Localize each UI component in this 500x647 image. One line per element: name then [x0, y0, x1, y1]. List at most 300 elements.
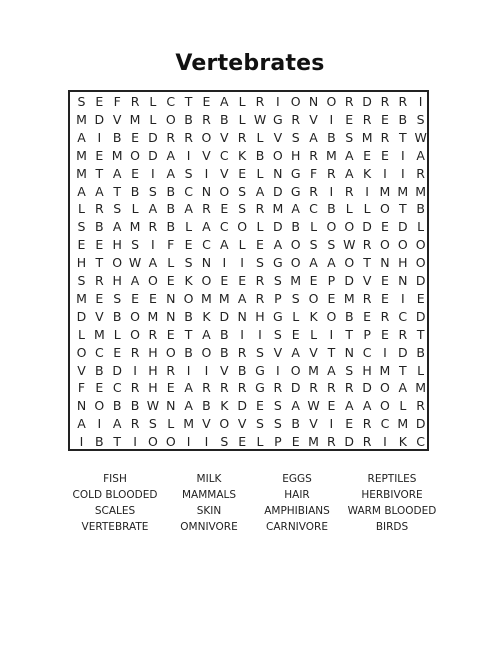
grid-letter[interactable]: A [184, 201, 193, 217]
grid-letter[interactable]: A [166, 165, 176, 181]
grid-letter[interactable]: S [327, 237, 336, 253]
grid-letter[interactable]: A [184, 398, 193, 414]
grid-letter[interactable]: A [255, 183, 265, 199]
grid-letter[interactable]: A [112, 165, 122, 181]
grid-letter[interactable]: D [112, 362, 122, 378]
grid-letter[interactable]: R [130, 94, 140, 109]
grid-letter[interactable]: B [398, 111, 408, 127]
grid-letter[interactable]: B [95, 219, 104, 235]
grid-letter[interactable]: D [94, 111, 105, 127]
grid-letter[interactable]: E [113, 344, 122, 360]
grid-letter[interactable]: M [272, 201, 284, 217]
grid-letter[interactable]: M [415, 380, 427, 396]
grid-letter[interactable]: D [362, 380, 372, 396]
grid-letter[interactable]: D [273, 183, 283, 199]
grid-letter[interactable]: I [258, 326, 262, 342]
grid-letter[interactable]: R [130, 416, 140, 432]
grid-letter[interactable]: M [397, 416, 409, 432]
grid-letter[interactable]: O [415, 237, 426, 253]
grid-letter[interactable]: B [416, 344, 425, 360]
grid-letter[interactable]: A [148, 255, 158, 271]
grid-letter[interactable]: L [149, 94, 157, 109]
grid-letter[interactable]: E [380, 219, 389, 235]
grid-letter[interactable]: A [184, 380, 193, 396]
grid-letter[interactable]: S [273, 398, 282, 414]
grid-letter[interactable]: O [201, 344, 212, 360]
grid-letter[interactable]: S [77, 94, 86, 109]
grid-letter[interactable]: E [345, 416, 354, 432]
grid-letter[interactable]: C [219, 147, 229, 163]
grid-letter[interactable]: M [218, 290, 230, 306]
grid-letter[interactable]: I [276, 362, 280, 378]
grid-letter[interactable]: A [327, 362, 336, 378]
grid-letter[interactable]: O [380, 237, 390, 253]
grid-letter[interactable]: I [329, 326, 334, 342]
grid-letter[interactable]: D [290, 380, 301, 396]
grid-letter[interactable]: L [238, 94, 246, 109]
grid-letter[interactable]: C [380, 416, 390, 432]
grid-letter[interactable]: A [344, 165, 354, 181]
grid-letter[interactable]: I [240, 326, 244, 342]
grid-letter[interactable]: E [95, 237, 104, 253]
grid-letter[interactable]: N [166, 398, 176, 414]
grid-letter[interactable]: L [256, 219, 264, 235]
grid-letter[interactable]: D [415, 273, 426, 288]
grid-letter[interactable]: O [201, 129, 212, 145]
grid-letter[interactable]: L [113, 326, 121, 342]
grid-letter[interactable]: V [202, 147, 211, 163]
grid-letter[interactable]: M [147, 308, 159, 324]
grid-letter[interactable]: O [344, 219, 355, 235]
grid-letter[interactable]: S [77, 273, 86, 288]
grid-letter[interactable]: O [130, 308, 140, 324]
grid-letter[interactable]: S [148, 416, 157, 432]
grid-letter[interactable]: I [418, 94, 423, 109]
grid-letter[interactable]: S [345, 129, 354, 145]
grid-letter[interactable]: S [220, 434, 229, 450]
grid-letter[interactable]: M [76, 111, 87, 127]
grid-letter[interactable]: C [94, 344, 104, 360]
grid-letter[interactable]: R [202, 111, 211, 127]
grid-letter[interactable]: M [183, 416, 194, 432]
grid-letter[interactable]: E [380, 290, 389, 306]
grid-letter[interactable]: A [398, 380, 408, 396]
grid-letter[interactable]: M [343, 290, 355, 306]
grid-letter[interactable]: A [327, 255, 336, 271]
grid-letter[interactable]: N [273, 165, 283, 181]
grid-letter[interactable]: A [291, 201, 300, 217]
grid-letter[interactable]: B [166, 183, 176, 199]
grid-letter[interactable]: I [383, 344, 387, 360]
grid-letter[interactable]: M [76, 290, 87, 306]
grid-letter[interactable]: W [343, 237, 356, 253]
grid-letter[interactable]: E [184, 237, 193, 253]
grid-letter[interactable]: C [398, 308, 408, 324]
grid-letter[interactable]: E [238, 273, 247, 288]
grid-letter[interactable]: D [415, 416, 426, 432]
grid-letter[interactable]: C [202, 237, 211, 253]
grid-letter[interactable]: E [380, 273, 389, 288]
grid-letter[interactable]: I [222, 255, 227, 271]
grid-letter[interactable]: I [151, 165, 155, 181]
grid-letter[interactable]: B [166, 219, 176, 235]
grid-letter[interactable]: O [130, 326, 140, 342]
grid-letter[interactable]: R [416, 398, 425, 414]
grid-letter[interactable]: I [133, 362, 137, 378]
grid-letter[interactable]: I [383, 434, 387, 450]
grid-letter[interactable]: E [95, 290, 104, 306]
grid-letter[interactable]: P [274, 290, 282, 306]
grid-letter[interactable]: R [237, 380, 247, 396]
grid-letter[interactable]: T [416, 326, 425, 342]
grid-letter[interactable]: R [148, 326, 158, 342]
grid-letter[interactable]: B [130, 398, 140, 414]
grid-letter[interactable]: W [253, 111, 267, 127]
grid-letter[interactable]: E [327, 290, 336, 306]
grid-letter[interactable]: H [148, 362, 158, 378]
grid-letter[interactable]: A [309, 129, 318, 145]
grid-letter[interactable]: R [362, 290, 372, 306]
grid-letter[interactable]: A [148, 201, 158, 217]
grid-letter[interactable]: A [202, 219, 211, 235]
grid-letter[interactable]: M [379, 183, 391, 199]
grid-letter[interactable]: I [400, 147, 405, 163]
grid-letter[interactable]: L [149, 111, 157, 127]
grid-letter[interactable]: R [309, 147, 318, 163]
grid-letter[interactable]: E [220, 273, 229, 288]
grid-letter[interactable]: I [400, 165, 405, 181]
grid-letter[interactable]: C [166, 94, 176, 109]
grid-letter[interactable]: R [95, 201, 104, 217]
grid-letter[interactable]: E [238, 165, 247, 181]
grid-letter[interactable]: V [112, 111, 122, 127]
grid-letter[interactable]: M [129, 219, 141, 235]
grid-letter[interactable]: A [77, 416, 86, 432]
grid-letter[interactable]: R [344, 94, 354, 109]
grid-letter[interactable]: S [113, 290, 122, 306]
grid-letter[interactable]: L [238, 111, 246, 127]
grid-letter[interactable]: R [237, 344, 247, 360]
grid-letter[interactable]: G [273, 308, 283, 324]
grid-letter[interactable]: T [113, 183, 121, 199]
grid-letter[interactable]: I [186, 147, 191, 163]
grid-letter[interactable]: B [166, 201, 176, 217]
grid-letter[interactable]: I [204, 362, 209, 378]
grid-letter[interactable]: O [112, 255, 123, 271]
grid-letter[interactable]: L [310, 219, 318, 235]
grid-letter[interactable]: E [166, 326, 175, 342]
grid-letter[interactable]: G [255, 362, 265, 378]
grid-letter[interactable]: L [256, 165, 264, 181]
grid-letter[interactable]: O [237, 219, 248, 235]
grid-letter[interactable]: L [167, 416, 175, 432]
grid-letter[interactable]: A [273, 237, 283, 253]
grid-letter[interactable]: A [202, 326, 211, 342]
grid-letter[interactable]: S [291, 290, 300, 306]
grid-letter[interactable]: R [255, 94, 265, 109]
grid-letter[interactable]: N [344, 344, 354, 360]
grid-letter[interactable]: M [361, 129, 373, 145]
grid-letter[interactable]: E [166, 380, 175, 396]
grid-letter[interactable]: O [201, 273, 212, 288]
grid-letter[interactable]: O [326, 308, 337, 324]
grid-letter[interactable]: E [256, 398, 264, 414]
grid-letter[interactable]: R [291, 111, 301, 127]
grid-letter[interactable]: O [308, 290, 319, 306]
grid-letter[interactable]: R [327, 165, 336, 181]
grid-letter[interactable]: P [274, 434, 282, 450]
grid-letter[interactable]: E [380, 326, 389, 342]
grid-letter[interactable]: O [165, 434, 176, 450]
grid-letter[interactable]: S [309, 237, 318, 253]
grid-letter[interactable]: A [112, 416, 122, 432]
grid-letter[interactable]: V [362, 273, 372, 288]
grid-letter[interactable]: G [290, 183, 301, 199]
grid-letter[interactable]: I [240, 255, 244, 271]
grid-letter[interactable]: L [78, 326, 85, 342]
grid-letter[interactable]: A [95, 183, 104, 199]
grid-letter[interactable]: V [220, 129, 229, 145]
grid-letter[interactable]: F [167, 237, 175, 253]
grid-letter[interactable]: T [95, 165, 104, 181]
grid-letter[interactable]: N [76, 398, 87, 414]
grid-letter[interactable]: S [184, 255, 193, 271]
grid-letter[interactable]: I [400, 290, 405, 306]
grid-letter[interactable]: H [112, 237, 122, 253]
grid-letter[interactable]: G [255, 380, 265, 396]
grid-letter[interactable]: V [309, 344, 318, 360]
grid-letter[interactable]: R [398, 94, 408, 109]
grid-letter[interactable]: E [309, 273, 318, 288]
grid-letter[interactable]: L [78, 201, 85, 217]
grid-letter[interactable]: O [380, 201, 390, 217]
grid-letter[interactable]: B [237, 362, 247, 378]
grid-letter[interactable]: O [165, 344, 176, 360]
grid-letter[interactable]: R [95, 273, 104, 288]
grid-letter[interactable]: I [151, 237, 155, 253]
grid-letter[interactable]: E [166, 273, 175, 288]
grid-letter[interactable]: O [272, 147, 283, 163]
grid-letter[interactable]: V [220, 362, 229, 378]
grid-letter[interactable]: D [344, 434, 355, 450]
grid-letter[interactable]: R [344, 183, 354, 199]
grid-letter[interactable]: B [112, 308, 122, 324]
grid-letter[interactable]: E [291, 434, 300, 450]
grid-letter[interactable]: O [130, 147, 140, 163]
grid-letter[interactable]: H [112, 273, 122, 288]
grid-letter[interactable]: T [327, 344, 336, 360]
grid-letter[interactable]: R [255, 273, 265, 288]
grid-letter[interactable]: M [397, 183, 409, 199]
grid-letter[interactable]: O [397, 237, 408, 253]
grid-letter[interactable]: B [220, 344, 229, 360]
grid-letter[interactable]: R [309, 183, 318, 199]
grid-letter[interactable]: B [327, 201, 336, 217]
grid-letter[interactable]: T [398, 362, 407, 378]
letter-grid[interactable] [68, 90, 429, 451]
grid-letter[interactable]: E [238, 434, 247, 450]
grid-letter[interactable]: D [397, 219, 408, 235]
grid-letter[interactable]: O [290, 362, 301, 378]
grid-letter[interactable]: S [273, 416, 282, 432]
grid-letter[interactable]: R [362, 434, 372, 450]
grid-letter[interactable]: A [77, 129, 86, 145]
grid-letter[interactable]: H [148, 344, 158, 360]
grid-letter[interactable]: T [345, 326, 354, 342]
grid-letter[interactable]: V [237, 416, 247, 432]
grid-letter[interactable]: C [184, 183, 193, 199]
grid-letter[interactable]: M [201, 290, 212, 306]
grid-letter[interactable]: R [255, 201, 265, 217]
grid-letter[interactable]: B [327, 129, 336, 145]
grid-letter[interactable]: V [95, 308, 104, 324]
grid-letter[interactable]: L [417, 219, 425, 235]
grid-letter[interactable]: S [256, 255, 264, 271]
grid-letter[interactable]: B [291, 416, 300, 432]
grid-letter[interactable]: O [219, 416, 230, 432]
grid-letter[interactable]: H [290, 147, 301, 163]
grid-letter[interactable]: M [76, 147, 87, 163]
grid-letter[interactable]: O [94, 398, 105, 414]
grid-letter[interactable]: B [220, 326, 229, 342]
grid-letter[interactable]: A [416, 147, 425, 163]
grid-letter[interactable]: G [273, 255, 283, 271]
grid-letter[interactable]: B [202, 398, 211, 414]
grid-letter[interactable]: L [131, 201, 139, 217]
grid-letter[interactable]: R [166, 129, 176, 145]
grid-letter[interactable]: S [238, 183, 247, 199]
grid-letter[interactable]: M [308, 434, 319, 450]
grid-letter[interactable]: R [184, 129, 193, 145]
grid-letter[interactable]: D [362, 94, 372, 109]
grid-letter[interactable]: E [380, 147, 389, 163]
grid-letter[interactable]: T [398, 201, 407, 217]
grid-letter[interactable]: R [327, 434, 336, 450]
grid-letter[interactable]: W [146, 398, 160, 414]
grid-letter[interactable]: I [97, 416, 102, 432]
grid-letter[interactable]: O [380, 380, 390, 396]
grid-letter[interactable]: K [362, 165, 372, 181]
grid-letter[interactable]: V [202, 416, 211, 432]
grid-letter[interactable]: A [166, 147, 176, 163]
grid-letter[interactable]: O [219, 183, 230, 199]
grid-letter[interactable]: C [309, 201, 318, 217]
grid-letter[interactable]: O [344, 255, 355, 271]
grid-letter[interactable]: L [399, 398, 407, 414]
grid-letter[interactable]: I [383, 165, 387, 181]
grid-letter[interactable]: S [184, 165, 193, 181]
grid-letter[interactable]: I [329, 183, 334, 199]
grid-letter[interactable]: L [310, 326, 318, 342]
grid-letter[interactable]: E [291, 326, 300, 342]
grid-letter[interactable]: N [308, 94, 319, 109]
grid-letter[interactable]: E [327, 398, 336, 414]
grid-letter[interactable]: R [130, 344, 140, 360]
grid-letter[interactable]: R [309, 380, 318, 396]
grid-letter[interactable]: O [326, 94, 337, 109]
grid-letter[interactable]: S [256, 416, 264, 432]
grid-letter[interactable]: H [362, 362, 372, 378]
grid-letter[interactable]: N [380, 255, 390, 271]
grid-letter[interactable]: I [97, 129, 102, 145]
grid-letter[interactable]: M [129, 111, 141, 127]
grid-letter[interactable]: G [290, 165, 301, 181]
grid-letter[interactable]: T [184, 326, 193, 342]
grid-letter[interactable]: P [327, 273, 336, 288]
grid-letter[interactable]: I [186, 362, 191, 378]
grid-letter[interactable]: A [344, 398, 354, 414]
grid-letter[interactable]: W [128, 255, 142, 271]
grid-letter[interactable]: V [77, 362, 86, 378]
grid-letter[interactable]: I [204, 165, 209, 181]
grid-letter[interactable]: F [77, 380, 86, 396]
grid-letter[interactable]: O [290, 255, 301, 271]
grid-letter[interactable]: M [415, 183, 427, 199]
grid-letter[interactable]: F [113, 94, 121, 109]
grid-letter[interactable]: B [220, 111, 229, 127]
grid-letter[interactable]: B [112, 129, 122, 145]
grid-letter[interactable]: L [185, 219, 193, 235]
grid-letter[interactable]: H [148, 380, 158, 396]
grid-letter[interactable]: B [184, 344, 193, 360]
grid-letter[interactable]: R [398, 326, 408, 342]
grid-letter[interactable]: L [345, 201, 353, 217]
grid-letter[interactable]: A [130, 273, 140, 288]
grid-letter[interactable]: V [273, 129, 283, 145]
grid-letter[interactable]: S [291, 129, 300, 145]
grid-letter[interactable]: E [95, 94, 104, 109]
grid-letter[interactable]: M [290, 273, 302, 288]
grid-letter[interactable]: R [166, 362, 176, 378]
grid-letter[interactable]: E [77, 237, 86, 253]
grid-letter[interactable]: P [363, 326, 371, 342]
grid-letter[interactable]: S [131, 237, 140, 253]
grid-letter[interactable]: E [345, 111, 354, 127]
grid-letter[interactable]: R [237, 129, 247, 145]
grid-letter[interactable]: S [148, 183, 157, 199]
grid-letter[interactable]: N [237, 308, 247, 324]
grid-letter[interactable]: A [77, 183, 86, 199]
grid-letter[interactable]: S [345, 362, 354, 378]
grid-letter[interactable]: E [131, 129, 139, 145]
grid-letter[interactable]: M [111, 147, 123, 163]
grid-letter[interactable]: A [362, 398, 372, 414]
grid-letter[interactable]: H [398, 255, 408, 271]
grid-letter[interactable]: I [186, 434, 191, 450]
grid-letter[interactable]: I [365, 183, 369, 199]
grid-letter[interactable]: M [308, 362, 319, 378]
grid-letter[interactable]: E [131, 290, 139, 306]
grid-letter[interactable]: L [167, 255, 175, 271]
grid-letter[interactable]: L [256, 129, 264, 145]
grid-letter[interactable]: H [255, 308, 265, 324]
grid-letter[interactable]: E [95, 147, 104, 163]
grid-letter[interactable]: C [112, 380, 122, 396]
grid-letter[interactable]: S [77, 219, 86, 235]
grid-letter[interactable]: I [79, 434, 84, 450]
grid-letter[interactable]: R [362, 237, 372, 253]
grid-letter[interactable]: B [112, 398, 122, 414]
grid-letter[interactable]: K [220, 398, 229, 414]
grid-letter[interactable]: E [202, 94, 211, 109]
grid-letter[interactable]: B [416, 201, 425, 217]
grid-letter[interactable]: L [417, 362, 425, 378]
grid-letter[interactable]: D [273, 219, 283, 235]
grid-letter[interactable]: A [237, 290, 247, 306]
grid-letter[interactable]: A [220, 237, 229, 253]
grid-letter[interactable]: T [363, 255, 371, 271]
grid-letter[interactable]: K [184, 273, 193, 288]
